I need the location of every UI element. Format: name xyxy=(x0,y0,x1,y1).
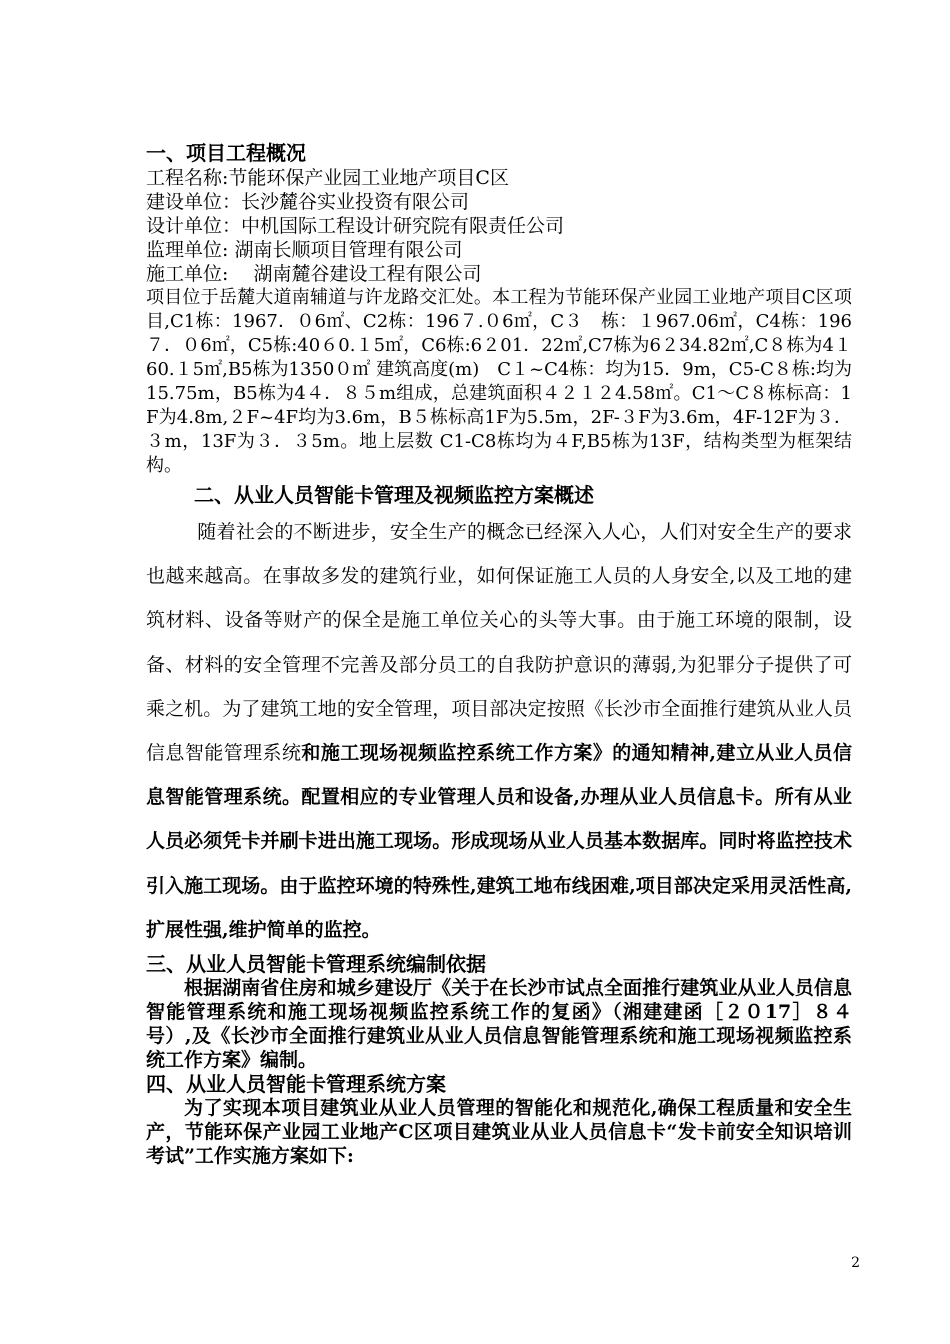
section-smart-card-overview xyxy=(146,480,852,952)
construction-unit-line: 建设单位：长沙麓谷实业投资有限公司 xyxy=(146,191,470,213)
smart-card-overview-paragraph xyxy=(146,510,852,952)
section-heading-basis: 三、从业人员智能卡管理系统编制依据 xyxy=(146,952,486,977)
section-heading-smart-card-overview: 二、从业人员智能卡管理及视频监控方案概述 xyxy=(194,483,594,507)
section-heading-overview: 一、项目工程概况 xyxy=(146,141,306,165)
section-heading-system-plan: 四、从业人员智能卡管理系统方案 xyxy=(146,1072,446,1097)
section-project-overview xyxy=(146,140,852,478)
basis-paragraph: 根据湖南省住房和城乡建设厅《关于在长沙市试点全面推行建筑业从业人员信息智能管理系统和施工现场视频监控系统工作的复函》（湘建建函［２０17］８４号）,及《长沙市全面推行建筑业从业人员信息智能管理系统和施工现场视频监控系统工作方案》编制。 xyxy=(146,977,852,1072)
page-number: 2 xyxy=(851,1255,860,1271)
supervision-unit-line: 监理单位: 湖南长顺项目管理有限公司 xyxy=(146,239,463,261)
project-description: 项目位于岳麓大道南辅道与许龙路交汇处。本工程为节能环保产业园工业地产项目C区项目,C1栋：1967．０6㎡、C2栋：196７.０6㎡，C３ 栋：１967.06㎡，C4栋：196７．０6㎡，C5栋:40６0.１5㎡，C6栋:6２01．22㎡,C7栋为6２34.82㎡,C８栋为4１60.１5㎡,B5栋为1350０㎡ 建筑高度(m) C１~C4栋：均为15．9m，C5-C８栋:均为15.75m，B5栋为4４．８５m组成，总建筑面积４２１２4.58㎡。C1～C８栋标高：1F为4.8m,２F~4F均为3.6m，B５栋标高1F为5.5m，2F-３F为3.6m，4F-12F为３．３m，13F为３．３5m。地上层数 C1-C8栋均为４F,B5栋为13F，结构类型为框架结构。 xyxy=(146,287,852,476)
contractor-unit-line: 施工单位: 湖南麓谷建设工程有限公司 xyxy=(146,263,482,285)
design-unit-line: 设计单位：中机国际工程设计研究院有限责任公司 xyxy=(146,215,565,237)
overview-text-normal: 随着社会的不断进步，安全生产的概念已经深入人心，人们对安全生产的要求也越来越高。在事故多发的建筑行业，如何保证施工人员的人身安全,以及工地的建筑材料、设备等财产的保全是施工单位关心的头等大事。由于施工环境的限制，设备、材料的安全管理不完善及部分员工的自我防护意识的薄弱,为犯罪分子提供了可乘之机。为了建筑工地的安全管理，项目部决定按照《长沙市全面推行建筑从业人员信息智能管理系统 xyxy=(146,521,852,765)
project-name-line: 工程名称:节能环保产业园工业地产项目C区 xyxy=(146,167,509,189)
system-plan-paragraph: 为了实现本项目建筑业从业人员管理的智能化和规范化,确保工程质量和安全生产，节能环保产业园工业地产C区项目建筑业从业人员信息卡“发卡前安全知识培训考试”工作实施方案如下: xyxy=(146,1097,852,1168)
section-basis xyxy=(146,952,852,1072)
overview-text-bold: 和施工现场视频监控系统工作方案》的通知精神,建立从业人员信息智能管理系统。配置相应的专业管理人员和设备,办理从业人员信息卡。所有从业人员必须凭卡并刷卡进出施工现场。形成现场从业人员基本数据库。同时将监控技术引入施工现场。由于监控环境的特殊性,建筑工地布线困难,项目部决定采用灵活性高,扩展性强,维护简单的监控。 xyxy=(146,742,852,941)
page-content xyxy=(146,140,852,1168)
section-system-plan xyxy=(146,1072,852,1168)
